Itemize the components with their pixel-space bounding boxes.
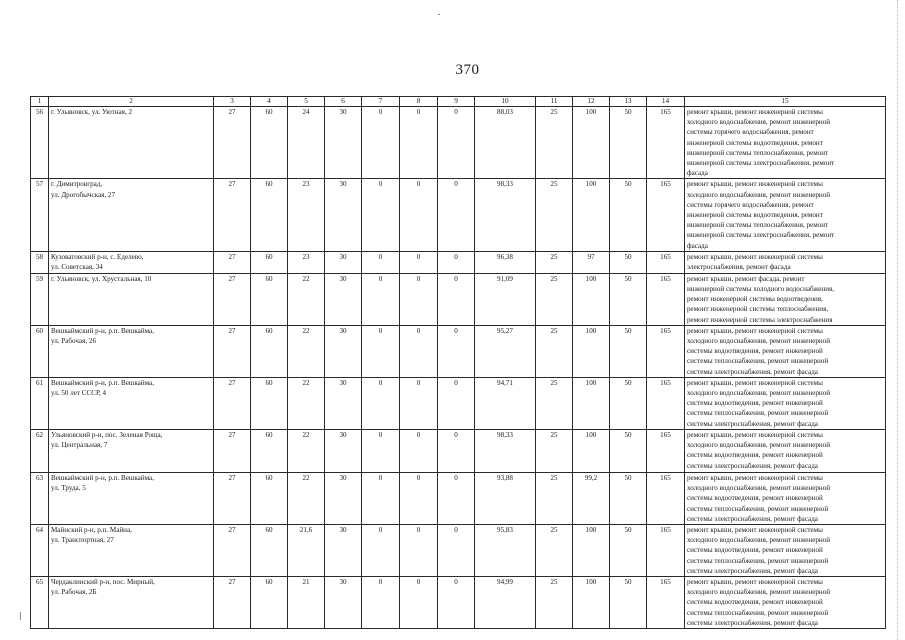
works-line: холодного водоснабжения, ремонт инженерной <box>687 190 831 199</box>
value-cell-4: 60 <box>251 429 288 472</box>
address-cell <box>49 251 214 273</box>
column-header-11: 11 <box>536 97 573 107</box>
column-number-row <box>31 97 886 107</box>
works-line: ремонт крыши, ремонт инженерной системы <box>687 180 823 189</box>
works-cell <box>685 179 886 251</box>
value-cell-11: 25 <box>536 472 573 524</box>
value-cell-10: 95,27 <box>475 325 536 377</box>
column-header-6: 6 <box>325 97 362 107</box>
works-line: электроснабжения, ремонт фасада <box>687 263 791 272</box>
column-header-9: 9 <box>438 97 475 107</box>
address-cell <box>49 472 214 524</box>
table-row <box>31 472 886 524</box>
value-cell-10: 94,99 <box>475 576 536 628</box>
value-cell-8: 0 <box>400 429 438 472</box>
value-cell-3: 27 <box>214 273 251 325</box>
works-line: системы электроснабжения, ремонт фасада <box>687 618 818 627</box>
address-line: Майнский р-н, р.п. Майна, <box>51 525 132 534</box>
value-cell-10: 91,09 <box>475 273 536 325</box>
value-cell-8: 0 <box>400 377 438 429</box>
works-line: ремонт инженерной системы теплоснабжения, <box>687 305 829 314</box>
value-cell-14: 165 <box>647 576 685 628</box>
value-cell-11: 25 <box>536 325 573 377</box>
value-cell-12: 100 <box>573 524 610 576</box>
works-line: системы электроснабжения, ремонт фасада <box>687 461 818 470</box>
works-line: системы водоотведения, ремонт инженерной <box>687 399 823 408</box>
works-line: системы водоотведения, ремонт инженерной <box>687 494 823 503</box>
address-line: ул. Труда, 5 <box>51 484 86 493</box>
value-cell-5: 23 <box>288 179 325 251</box>
works-line: холодного водоснабжения, ремонт инженерной <box>687 118 831 127</box>
value-cell-9: 0 <box>438 251 475 273</box>
works-cell <box>685 576 886 628</box>
address-line: ул. Транспортная, 27 <box>51 536 114 545</box>
value-cell-14: 165 <box>647 429 685 472</box>
value-cell-4: 60 <box>251 325 288 377</box>
value-cell-14: 165 <box>647 273 685 325</box>
value-cell-10: 98,33 <box>475 429 536 472</box>
table-row <box>31 576 886 628</box>
column-header-7: 7 <box>362 97 400 107</box>
table-row <box>31 524 886 576</box>
value-cell-8: 0 <box>400 325 438 377</box>
value-cell-5: 23 <box>288 251 325 273</box>
works-cell <box>685 107 886 179</box>
table-row <box>31 107 886 179</box>
value-cell-7: 0 <box>362 377 400 429</box>
row-number: 64 <box>31 524 49 576</box>
value-cell-11: 25 <box>536 524 573 576</box>
address-line: г. Ульяновск, ул. Уютная, 2 <box>51 108 133 116</box>
value-cell-6: 30 <box>325 472 362 524</box>
value-cell-6: 30 <box>325 429 362 472</box>
value-cell-14: 165 <box>647 524 685 576</box>
address-line: Вешкаймский р-н, р.п. Вешкайма, <box>51 378 154 387</box>
works-line: системы теплоснабжения, ремонт инженерной <box>687 357 829 366</box>
works-line: ремонт крыши, ремонт инженерной системы <box>687 378 823 387</box>
value-cell-10: 88,03 <box>475 107 536 179</box>
value-cell-14: 165 <box>647 251 685 273</box>
value-cell-9: 0 <box>438 524 475 576</box>
value-cell-3: 27 <box>214 251 251 273</box>
works-line: системы водоотведения, ремонт инженерной <box>687 347 823 356</box>
value-cell-9: 0 <box>438 179 475 251</box>
value-cell-6: 30 <box>325 524 362 576</box>
works-cell <box>685 472 886 524</box>
value-cell-13: 50 <box>610 377 647 429</box>
value-cell-12: 100 <box>573 429 610 472</box>
value-cell-9: 0 <box>438 107 475 179</box>
value-cell-5: 22 <box>288 273 325 325</box>
value-cell-7: 0 <box>362 273 400 325</box>
value-cell-14: 165 <box>647 377 685 429</box>
works-line: ремонт инженерной системы электроснабжения <box>687 315 833 324</box>
scan-edge <box>896 0 898 640</box>
row-number: 62 <box>31 429 49 472</box>
table-row <box>31 179 886 251</box>
column-header-10: 10 <box>475 97 536 107</box>
works-line: фасада <box>687 169 708 178</box>
column-header-1: 1 <box>31 97 49 107</box>
works-line: системы теплоснабжения, ремонт инженерной <box>687 409 829 418</box>
row-number: 61 <box>31 377 49 429</box>
value-cell-14: 165 <box>647 179 685 251</box>
column-header-4: 4 <box>251 97 288 107</box>
works-line: инженерной системы электроснабжения, ремонт <box>687 159 835 168</box>
value-cell-13: 50 <box>610 251 647 273</box>
table-row <box>31 325 886 377</box>
works-line: системы водоотведения, ремонт инженерной <box>687 451 823 460</box>
works-line: ремонт крыши, ремонт инженерной системы <box>687 473 823 482</box>
value-cell-4: 60 <box>251 273 288 325</box>
works-line: системы горячего водоснабжения, ремонт <box>687 128 814 137</box>
row-number: 63 <box>31 472 49 524</box>
value-cell-4: 60 <box>251 377 288 429</box>
works-line: системы электроснабжения, ремонт фасада <box>687 419 818 428</box>
value-cell-6: 30 <box>325 251 362 273</box>
address-line: ул. Дрогобычская, 27 <box>51 190 116 199</box>
value-cell-13: 50 <box>610 273 647 325</box>
works-cell <box>685 273 886 325</box>
works-line: фасада <box>687 241 708 250</box>
value-cell-9: 0 <box>438 472 475 524</box>
row-number: 59 <box>31 273 49 325</box>
buildings-register-table <box>30 96 886 629</box>
address-cell <box>49 429 214 472</box>
value-cell-9: 0 <box>438 325 475 377</box>
value-cell-14: 165 <box>647 325 685 377</box>
value-cell-9: 0 <box>438 576 475 628</box>
value-cell-8: 0 <box>400 472 438 524</box>
page-number: 370 <box>455 62 480 78</box>
address-cell <box>49 179 214 251</box>
value-cell-5: 22 <box>288 429 325 472</box>
value-cell-7: 0 <box>362 576 400 628</box>
works-line: ремонт крыши, ремонт инженерной системы <box>687 577 823 586</box>
works-line: системы водоотведения, ремонт инженерной <box>687 546 823 555</box>
column-header-12: 12 <box>573 97 610 107</box>
value-cell-9: 0 <box>438 377 475 429</box>
row-number: 65 <box>31 576 49 628</box>
works-line: инженерной системы теплоснабжения, ремонт <box>687 221 829 230</box>
value-cell-12: 99,2 <box>573 472 610 524</box>
table-row <box>31 273 886 325</box>
works-line: инженерной системы водоотведения, ремонт <box>687 138 823 147</box>
address-line: Ульяновский р-н, пос. Зеленая Роща, <box>51 430 163 439</box>
row-number: 60 <box>31 325 49 377</box>
value-cell-11: 25 <box>536 251 573 273</box>
table-row <box>31 429 886 472</box>
value-cell-14: 165 <box>647 472 685 524</box>
value-cell-5: 21 <box>288 576 325 628</box>
value-cell-6: 30 <box>325 576 362 628</box>
column-header-8: 8 <box>400 97 438 107</box>
value-cell-10: 93,88 <box>475 472 536 524</box>
value-cell-4: 60 <box>251 251 288 273</box>
value-cell-4: 60 <box>251 179 288 251</box>
address-cell <box>49 107 214 179</box>
address-line: ул. Рабочая, 26 <box>51 337 97 346</box>
works-line: холодного водоснабжения, ремонт инженерной <box>687 389 831 398</box>
value-cell-11: 25 <box>536 179 573 251</box>
value-cell-3: 27 <box>214 325 251 377</box>
value-cell-12: 100 <box>573 107 610 179</box>
address-line: Вешкаймский р-н, р.п. Вешкайма, <box>51 326 154 335</box>
value-cell-4: 60 <box>251 107 288 179</box>
value-cell-11: 25 <box>536 107 573 179</box>
value-cell-3: 27 <box>214 524 251 576</box>
value-cell-9: 0 <box>438 429 475 472</box>
value-cell-13: 50 <box>610 179 647 251</box>
address-line: Кузоватовский р-н, с. Еделево, <box>51 252 144 261</box>
value-cell-7: 0 <box>362 429 400 472</box>
value-cell-11: 25 <box>536 377 573 429</box>
value-cell-13: 50 <box>610 524 647 576</box>
value-cell-13: 50 <box>610 429 647 472</box>
works-cell <box>685 377 886 429</box>
value-cell-3: 27 <box>214 472 251 524</box>
value-cell-6: 30 <box>325 325 362 377</box>
value-cell-5: 22 <box>288 472 325 524</box>
value-cell-12: 100 <box>573 179 610 251</box>
works-line: системы теплоснабжения, ремонт инженерной <box>687 556 829 565</box>
value-cell-10: 95,83 <box>475 524 536 576</box>
value-cell-13: 50 <box>610 576 647 628</box>
works-line: системы горячего водоснабжения, ремонт <box>687 200 814 209</box>
value-cell-5: 24 <box>288 107 325 179</box>
works-cell <box>685 429 886 472</box>
value-cell-11: 25 <box>536 429 573 472</box>
works-line: ремонт крыши, ремонт инженерной системы <box>687 525 823 534</box>
address-cell <box>49 576 214 628</box>
column-header-2: 2 <box>49 97 214 107</box>
address-line: Чердаклинский р-н, пос. Мирный, <box>51 577 155 586</box>
value-cell-9: 0 <box>438 273 475 325</box>
works-line: системы электроснабжения, ремонт фасада <box>687 514 818 523</box>
works-line: холодного водоснабжения, ремонт инженерной <box>687 441 831 450</box>
address-line: ул. Рабочая, 2Б <box>51 588 97 597</box>
works-line: холодного водоснабжения, ремонт инженерной <box>687 588 831 597</box>
value-cell-12: 100 <box>573 576 610 628</box>
value-cell-14: 165 <box>647 107 685 179</box>
value-cell-5: 22 <box>288 325 325 377</box>
value-cell-6: 30 <box>325 377 362 429</box>
value-cell-8: 0 <box>400 524 438 576</box>
value-cell-10: 98,33 <box>475 179 536 251</box>
works-line: ремонт инженерной системы водоотведения, <box>687 295 823 304</box>
address-line: г. Димитровград, <box>51 180 103 189</box>
works-line: ремонт крыши, ремонт инженерной системы <box>687 252 823 261</box>
value-cell-8: 0 <box>400 576 438 628</box>
value-cell-11: 25 <box>536 273 573 325</box>
table-body <box>31 107 886 629</box>
value-cell-3: 27 <box>214 576 251 628</box>
value-cell-3: 27 <box>214 179 251 251</box>
value-cell-8: 0 <box>400 179 438 251</box>
row-number: 57 <box>31 179 49 251</box>
value-cell-6: 30 <box>325 107 362 179</box>
value-cell-4: 60 <box>251 524 288 576</box>
scan-mark <box>438 14 440 15</box>
works-line: инженерной системы водоотведения, ремонт <box>687 211 823 220</box>
address-line: ул. 50 лет СССР, 4 <box>51 389 107 398</box>
value-cell-12: 100 <box>573 273 610 325</box>
works-line: холодного водоснабжения, ремонт инженерной <box>687 484 831 493</box>
works-line: системы электроснабжения, ремонт фасада <box>687 566 818 575</box>
works-cell <box>685 524 886 576</box>
value-cell-5: 22 <box>288 377 325 429</box>
value-cell-12: 100 <box>573 325 610 377</box>
value-cell-6: 30 <box>325 273 362 325</box>
value-cell-12: 100 <box>573 377 610 429</box>
address-cell <box>49 273 214 325</box>
value-cell-13: 50 <box>610 472 647 524</box>
works-cell <box>685 325 886 377</box>
value-cell-7: 0 <box>362 472 400 524</box>
works-line: холодного водоснабжения, ремонт инженерной <box>687 536 831 545</box>
column-header-14: 14 <box>647 97 685 107</box>
value-cell-6: 30 <box>325 179 362 251</box>
value-cell-8: 0 <box>400 251 438 273</box>
column-header-5: 5 <box>288 97 325 107</box>
value-cell-3: 27 <box>214 107 251 179</box>
column-header-3: 3 <box>214 97 251 107</box>
value-cell-10: 96,38 <box>475 251 536 273</box>
value-cell-13: 50 <box>610 325 647 377</box>
address-line: ул. Советская, 34 <box>51 263 103 272</box>
column-header-13: 13 <box>610 97 647 107</box>
works-line: ремонт крыши, ремонт фасада, ремонт <box>687 274 805 283</box>
value-cell-8: 0 <box>400 273 438 325</box>
works-line: системы теплоснабжения, ремонт инженерной <box>687 608 829 617</box>
works-line: ремонт крыши, ремонт инженерной системы <box>687 108 823 116</box>
value-cell-10: 94,71 <box>475 377 536 429</box>
value-cell-4: 60 <box>251 576 288 628</box>
value-cell-7: 0 <box>362 325 400 377</box>
address-line: ул. Центральная, 7 <box>51 441 108 450</box>
address-cell <box>49 524 214 576</box>
value-cell-4: 60 <box>251 472 288 524</box>
works-line: системы электроснабжения, ремонт фасада <box>687 367 818 376</box>
value-cell-7: 0 <box>362 524 400 576</box>
address-line: г. Ульяновск, ул. Хрустальная, 10 <box>51 274 152 283</box>
value-cell-12: 97 <box>573 251 610 273</box>
works-line: системы водоотведения, ремонт инженерной <box>687 598 823 607</box>
address-cell <box>49 377 214 429</box>
value-cell-7: 0 <box>362 107 400 179</box>
value-cell-5: 21,6 <box>288 524 325 576</box>
table-row <box>31 377 886 429</box>
scan-mark <box>20 612 21 620</box>
works-line: системы теплоснабжения, ремонт инженерной <box>687 504 829 513</box>
value-cell-7: 0 <box>362 179 400 251</box>
works-line: холодного водоснабжения, ремонт инженерной <box>687 337 831 346</box>
value-cell-11: 25 <box>536 576 573 628</box>
works-line: инженерной системы холодного водоснабжения, <box>687 285 835 294</box>
works-line: инженерной системы теплоснабжения, ремонт <box>687 148 829 157</box>
value-cell-8: 0 <box>400 107 438 179</box>
value-cell-3: 27 <box>214 429 251 472</box>
value-cell-13: 50 <box>610 107 647 179</box>
value-cell-3: 27 <box>214 377 251 429</box>
works-cell <box>685 251 886 273</box>
table-row <box>31 251 886 273</box>
address-cell <box>49 325 214 377</box>
value-cell-7: 0 <box>362 251 400 273</box>
row-number: 58 <box>31 251 49 273</box>
column-header-15: 15 <box>685 97 886 107</box>
works-line: ремонт крыши, ремонт инженерной системы <box>687 326 823 335</box>
address-line: Вешкаймский р-н, р.п. Вешкайма, <box>51 473 154 482</box>
works-line: инженерной системы электроснабжения, ремонт <box>687 231 835 240</box>
works-line: ремонт крыши, ремонт инженерной системы <box>687 430 823 439</box>
row-number: 56 <box>31 107 49 179</box>
